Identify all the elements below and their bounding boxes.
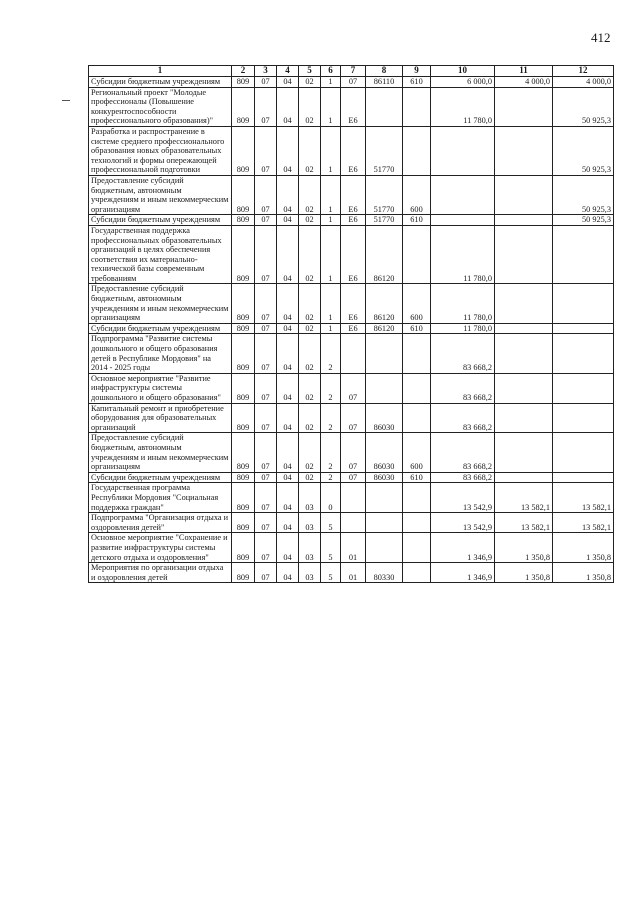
code-cell: 809 (232, 483, 255, 513)
amount-cell (431, 215, 495, 226)
row-name-cell: Субсидии бюджетным учреждениям (89, 472, 232, 483)
code-cell: 04 (277, 483, 299, 513)
code-cell: 2 (321, 472, 341, 483)
amount-cell (553, 472, 614, 483)
code-cell: 07 (255, 215, 277, 226)
code-cell: 51770 (366, 126, 403, 175)
code-cell: E6 (341, 215, 366, 226)
column-header: 8 (366, 66, 403, 77)
code-cell: 600 (403, 175, 431, 214)
table-row (89, 87, 614, 126)
code-cell: 03 (299, 513, 321, 533)
code-cell: E6 (341, 175, 366, 214)
code-cell: 0 (321, 483, 341, 513)
code-cell: 610 (403, 323, 431, 334)
column-header: 3 (255, 66, 277, 77)
amount-cell (553, 373, 614, 403)
code-cell (366, 373, 403, 403)
amount-cell (553, 284, 614, 323)
amount-cell: 4 000,0 (495, 77, 553, 88)
amount-cell (553, 403, 614, 433)
amount-cell (553, 433, 614, 472)
amount-cell: 50 925,3 (553, 126, 614, 175)
column-header: 1 (89, 66, 232, 77)
table-row (89, 225, 614, 284)
column-header: 2 (232, 66, 255, 77)
code-cell (403, 563, 431, 583)
amount-cell: 6 000,0 (431, 77, 495, 88)
code-cell: 07 (341, 77, 366, 88)
amount-cell: 83 668,2 (431, 334, 495, 373)
row-name-cell: Предоставление субсидий бюджетным, автономным учреждениям и иным некоммерческим организациям (89, 284, 232, 323)
code-cell (403, 403, 431, 433)
code-cell (403, 533, 431, 563)
amount-cell: 13 582,1 (553, 483, 614, 513)
code-cell (366, 334, 403, 373)
row-name-cell: Основное мероприятие "Сохранение и развитие инфраструктуры системы детского отдыха и оздоровления" (89, 533, 232, 563)
code-cell: 04 (277, 373, 299, 403)
amount-cell (495, 433, 553, 472)
amount-cell: 1 346,9 (431, 563, 495, 583)
row-name-cell: Субсидии бюджетным учреждениям (89, 215, 232, 226)
table-row (89, 284, 614, 323)
margin-mark (62, 100, 70, 101)
code-cell: 07 (255, 323, 277, 334)
code-cell: 5 (321, 563, 341, 583)
code-cell (403, 87, 431, 126)
amount-cell (495, 323, 553, 334)
amount-cell: 11 780,0 (431, 284, 495, 323)
code-cell (366, 513, 403, 533)
code-cell: 03 (299, 533, 321, 563)
amount-cell (495, 87, 553, 126)
code-cell: 07 (255, 513, 277, 533)
code-cell (403, 126, 431, 175)
code-cell: 04 (277, 472, 299, 483)
code-cell: 07 (255, 533, 277, 563)
column-header: 4 (277, 66, 299, 77)
row-name-cell: Государственная поддержка профессиональных образовательных организаций в целях обеспечения соответствия их материально-технической базы современным требованиям (89, 225, 232, 284)
code-cell: 1 (321, 77, 341, 88)
amount-cell: 83 668,2 (431, 433, 495, 472)
code-cell: 2 (321, 373, 341, 403)
amount-cell: 50 925,3 (553, 87, 614, 126)
code-cell: 02 (299, 126, 321, 175)
code-cell: 86030 (366, 403, 403, 433)
amount-cell: 11 780,0 (431, 87, 495, 126)
code-cell: 2 (321, 334, 341, 373)
code-cell: 809 (232, 373, 255, 403)
code-cell: 809 (232, 215, 255, 226)
code-cell: 1 (321, 215, 341, 226)
code-cell: 02 (299, 215, 321, 226)
code-cell: 1 (321, 323, 341, 334)
column-header: 6 (321, 66, 341, 77)
code-cell: 600 (403, 284, 431, 323)
amount-cell (495, 403, 553, 433)
code-cell: 610 (403, 77, 431, 88)
code-cell: 51770 (366, 215, 403, 226)
code-cell: 86030 (366, 433, 403, 472)
code-cell (366, 533, 403, 563)
table-row (89, 175, 614, 214)
amount-cell: 13 542,9 (431, 513, 495, 533)
row-name-cell: Государственная программа Республики Мордовия "Социальная поддержка граждан" (89, 483, 232, 513)
code-cell: 04 (277, 87, 299, 126)
code-cell: 02 (299, 403, 321, 433)
code-cell (403, 373, 431, 403)
code-cell: 02 (299, 373, 321, 403)
code-cell: 80330 (366, 563, 403, 583)
code-cell: 5 (321, 513, 341, 533)
row-name-cell: Основное мероприятие "Развитие инфраструктуры системы дошкольного и общего образования" (89, 373, 232, 403)
code-cell: 1 (321, 126, 341, 175)
amount-cell: 1 350,8 (553, 563, 614, 583)
code-cell: 04 (277, 334, 299, 373)
table-row (89, 334, 614, 373)
budget-table (88, 65, 614, 583)
code-cell: 07 (341, 433, 366, 472)
amount-cell (495, 472, 553, 483)
code-cell: 02 (299, 433, 321, 472)
code-cell: 04 (277, 284, 299, 323)
code-cell: 610 (403, 472, 431, 483)
amount-cell: 13 582,1 (495, 513, 553, 533)
code-cell: 809 (232, 513, 255, 533)
code-cell: 51770 (366, 175, 403, 214)
code-cell: 1 (321, 284, 341, 323)
code-cell (341, 513, 366, 533)
code-cell: 04 (277, 533, 299, 563)
table-row (89, 472, 614, 483)
row-name-cell: Региональный проект "Молодые профессионалы (Повышение конкурентоспособности профессионального образования)" (89, 87, 232, 126)
code-cell (403, 483, 431, 513)
code-cell: 02 (299, 77, 321, 88)
amount-cell: 50 925,3 (553, 175, 614, 214)
code-cell: E6 (341, 126, 366, 175)
row-name-cell: Предоставление субсидий бюджетным, автономным учреждениям и иным некоммерческим организациям (89, 175, 232, 214)
amount-cell (553, 334, 614, 373)
code-cell (341, 483, 366, 513)
code-cell: 809 (232, 563, 255, 583)
amount-cell: 13 542,9 (431, 483, 495, 513)
table-row (89, 126, 614, 175)
amount-cell (495, 225, 553, 284)
code-cell: 03 (299, 563, 321, 583)
code-cell: 07 (255, 284, 277, 323)
code-cell: 809 (232, 323, 255, 334)
code-cell: 04 (277, 215, 299, 226)
code-cell: 04 (277, 175, 299, 214)
code-cell: 07 (341, 373, 366, 403)
code-cell: 07 (255, 175, 277, 214)
code-cell: 03 (299, 483, 321, 513)
code-cell: 01 (341, 563, 366, 583)
column-header: 5 (299, 66, 321, 77)
code-cell: 86120 (366, 323, 403, 334)
column-header: 12 (553, 66, 614, 77)
code-cell (403, 334, 431, 373)
amount-cell (495, 284, 553, 323)
code-cell: 04 (277, 323, 299, 334)
amount-cell: 83 668,2 (431, 373, 495, 403)
code-cell: E6 (341, 284, 366, 323)
code-cell (403, 225, 431, 284)
code-cell: 04 (277, 433, 299, 472)
code-cell: 600 (403, 433, 431, 472)
code-cell: 86120 (366, 284, 403, 323)
table-row (89, 215, 614, 226)
code-cell: 1 (321, 87, 341, 126)
page-number: 412 (591, 30, 611, 45)
row-name-cell: Подпрограмма "Развитие системы дошкольного и общего образования детей в Республике Мордовия" на 2014 - 2025 годы (89, 334, 232, 373)
table-row (89, 77, 614, 88)
code-cell: 04 (277, 126, 299, 175)
code-cell: E6 (341, 87, 366, 126)
amount-cell (495, 334, 553, 373)
code-cell: 07 (255, 77, 277, 88)
code-cell: 02 (299, 472, 321, 483)
code-cell: 2 (321, 403, 341, 433)
amount-cell: 13 582,1 (553, 513, 614, 533)
amount-cell: 83 668,2 (431, 472, 495, 483)
amount-cell: 1 350,8 (553, 533, 614, 563)
code-cell: 04 (277, 77, 299, 88)
code-cell: 809 (232, 403, 255, 433)
code-cell: 809 (232, 225, 255, 284)
amount-cell (495, 373, 553, 403)
code-cell: 5 (321, 533, 341, 563)
code-cell: 07 (255, 373, 277, 403)
amount-cell: 1 346,9 (431, 533, 495, 563)
code-cell: 07 (341, 403, 366, 433)
column-header: 9 (403, 66, 431, 77)
amount-cell: 1 350,8 (495, 533, 553, 563)
table-row (89, 403, 614, 433)
table-row (89, 373, 614, 403)
code-cell: 86120 (366, 225, 403, 284)
column-header: 10 (431, 66, 495, 77)
code-cell: 1 (321, 225, 341, 284)
code-cell: 07 (341, 472, 366, 483)
code-cell: 02 (299, 225, 321, 284)
code-cell: 86030 (366, 472, 403, 483)
row-name-cell: Субсидии бюджетным учреждениям (89, 323, 232, 334)
code-cell: 07 (255, 563, 277, 583)
amount-cell (495, 126, 553, 175)
column-header: 11 (495, 66, 553, 77)
row-name-cell: Субсидии бюджетным учреждениям (89, 77, 232, 88)
table-row (89, 433, 614, 472)
amount-cell: 11 780,0 (431, 323, 495, 334)
code-cell: 07 (255, 87, 277, 126)
code-cell: 07 (255, 334, 277, 373)
table-row (89, 563, 614, 583)
code-cell: 809 (232, 334, 255, 373)
code-cell (403, 513, 431, 533)
code-cell: 1 (321, 175, 341, 214)
code-cell: 04 (277, 513, 299, 533)
code-cell: 610 (403, 215, 431, 226)
row-name-cell: Капитальный ремонт и приобретение оборудования для образовательных организаций (89, 403, 232, 433)
row-name-cell: Мероприятия по организации отдыха и оздоровления детей (89, 563, 232, 583)
row-name-cell: Предоставление субсидий бюджетным, автономным учреждениям и иным некоммерческим организациям (89, 433, 232, 472)
code-cell: 809 (232, 87, 255, 126)
code-cell: 86110 (366, 77, 403, 88)
code-cell: 809 (232, 77, 255, 88)
table-row (89, 323, 614, 334)
code-cell: 04 (277, 563, 299, 583)
code-cell: 01 (341, 533, 366, 563)
code-cell: 809 (232, 175, 255, 214)
amount-cell (431, 126, 495, 175)
amount-cell (495, 175, 553, 214)
amount-cell (553, 225, 614, 284)
amount-cell: 83 668,2 (431, 403, 495, 433)
code-cell: 07 (255, 126, 277, 175)
amount-cell: 4 000,0 (553, 77, 614, 88)
code-cell: 02 (299, 175, 321, 214)
column-header: 7 (341, 66, 366, 77)
code-cell: E6 (341, 323, 366, 334)
code-cell: 07 (255, 433, 277, 472)
header-row (89, 66, 614, 77)
amount-cell (553, 323, 614, 334)
code-cell: 07 (255, 225, 277, 284)
amount-cell: 1 350,8 (495, 563, 553, 583)
row-name-cell: Подпрограмма "Организация отдыха и оздоровления детей" (89, 513, 232, 533)
amount-cell (495, 215, 553, 226)
code-cell: 2 (321, 433, 341, 472)
code-cell (366, 87, 403, 126)
code-cell: 809 (232, 284, 255, 323)
amount-cell: 50 925,3 (553, 215, 614, 226)
code-cell: 809 (232, 433, 255, 472)
code-cell: 07 (255, 483, 277, 513)
code-cell: 02 (299, 323, 321, 334)
table-row (89, 483, 614, 513)
code-cell: 04 (277, 403, 299, 433)
code-cell (366, 483, 403, 513)
code-cell: 07 (255, 472, 277, 483)
code-cell (341, 334, 366, 373)
code-cell: E6 (341, 225, 366, 284)
code-cell: 04 (277, 225, 299, 284)
code-cell: 809 (232, 533, 255, 563)
amount-cell (431, 175, 495, 214)
code-cell: 809 (232, 126, 255, 175)
table-row (89, 533, 614, 563)
amount-cell: 13 582,1 (495, 483, 553, 513)
code-cell: 02 (299, 87, 321, 126)
code-cell: 02 (299, 334, 321, 373)
table-row (89, 513, 614, 533)
row-name-cell: Разработка и распространение в системе среднего профессионального образования новых образовательных технологий и формы опережающей профессиональной подготовки (89, 126, 232, 175)
amount-cell: 11 780,0 (431, 225, 495, 284)
code-cell: 02 (299, 284, 321, 323)
code-cell: 809 (232, 472, 255, 483)
code-cell: 07 (255, 403, 277, 433)
